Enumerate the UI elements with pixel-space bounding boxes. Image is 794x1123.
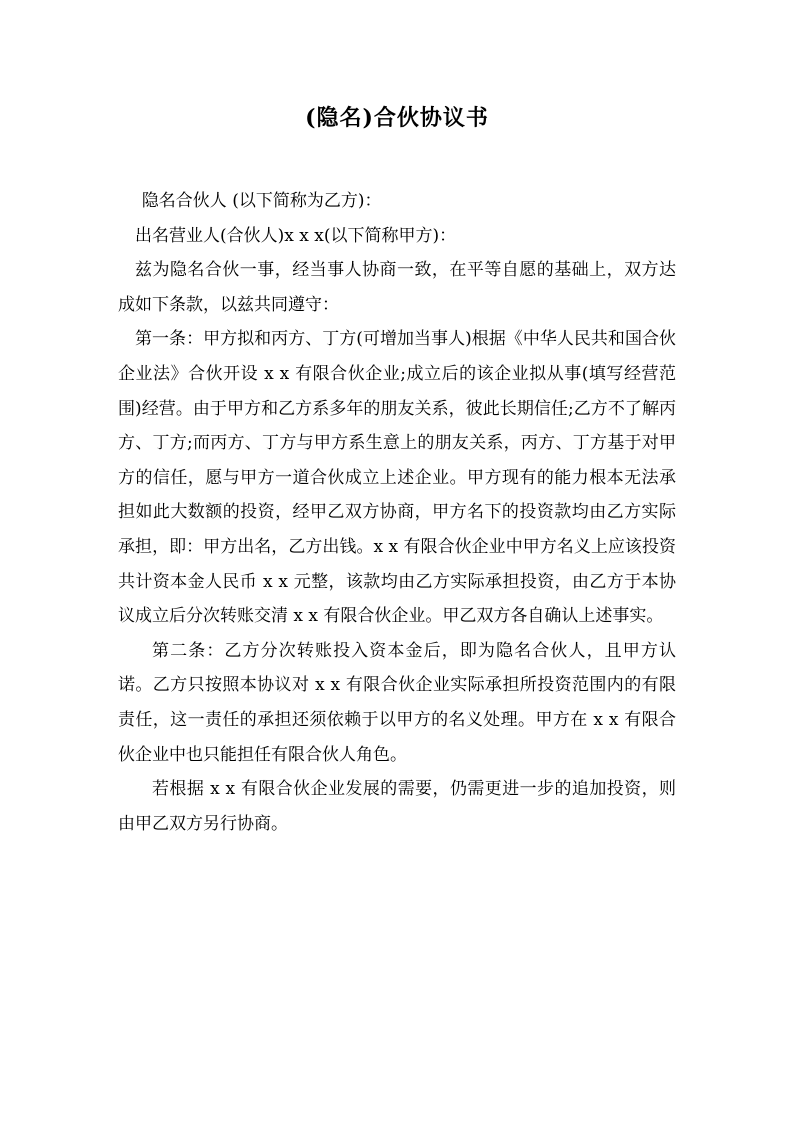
paragraph-additional-investment: 若根据 x x 有限合伙企业发展的需要，仍需更进一步的追加投资，则由甲乙双方另行协商。 [118, 779, 676, 834]
paragraph-silent-partner: 隐名合伙人 (以下简称为乙方)： [141, 191, 382, 211]
document-body [118, 184, 676, 841]
paragraph-article-1: 第一条：甲方拟和丙方、丁方(可增加当事人)根据《中华人民共和国合伙企业法》合伙开设 x x 有限合伙企业;成立后的该企业拟从事(填写经营范围)经营。由于甲方和乙方系多年的朋友关系，彼此长期信任;乙方不了解丙方、丁方;而丙方、丁方与甲方系生意上的朋友关系，丙方、丁方基于对甲方的信任，愿与甲方一道合伙成立上述企业。甲方现有的能力根本无法承担如此大数额的投资，经甲乙双方协商，甲方名下的投资款均由乙方实际承担，即：甲方出名，乙方出钱。x x 有限合伙企业中甲方名义上应该投资共计资本金人民币 x x 元整，该款均由乙方实际承担投资，由乙方于本协议成立后分次转账交清 x x 有限合伙企业。甲乙双方各自确认上述事实。 [118, 329, 676, 627]
document-title: (隐名)合伙协议书 [305, 105, 489, 131]
paragraph-named-partner: 出名营业人(合伙人)x x x(以下简称甲方)： [135, 225, 457, 246]
paragraph-article-2: 第二条：乙方分次转账投入资本金后，即为隐名合伙人，且甲方认诺。乙方只按照本协议对 x x 有限合伙企业实际承担所投资范围内的有限责任，这一责任的承担还须依赖于以甲方的名义处理。甲方在 x x 有限合伙企业中也只能担任有限合伙人角色。 [118, 640, 676, 765]
paragraph-preamble: 兹为隐名合伙一事，经当事人协商一致，在平等自愿的基础上，双方达成如下条款，以兹共同遵守： [118, 260, 676, 315]
